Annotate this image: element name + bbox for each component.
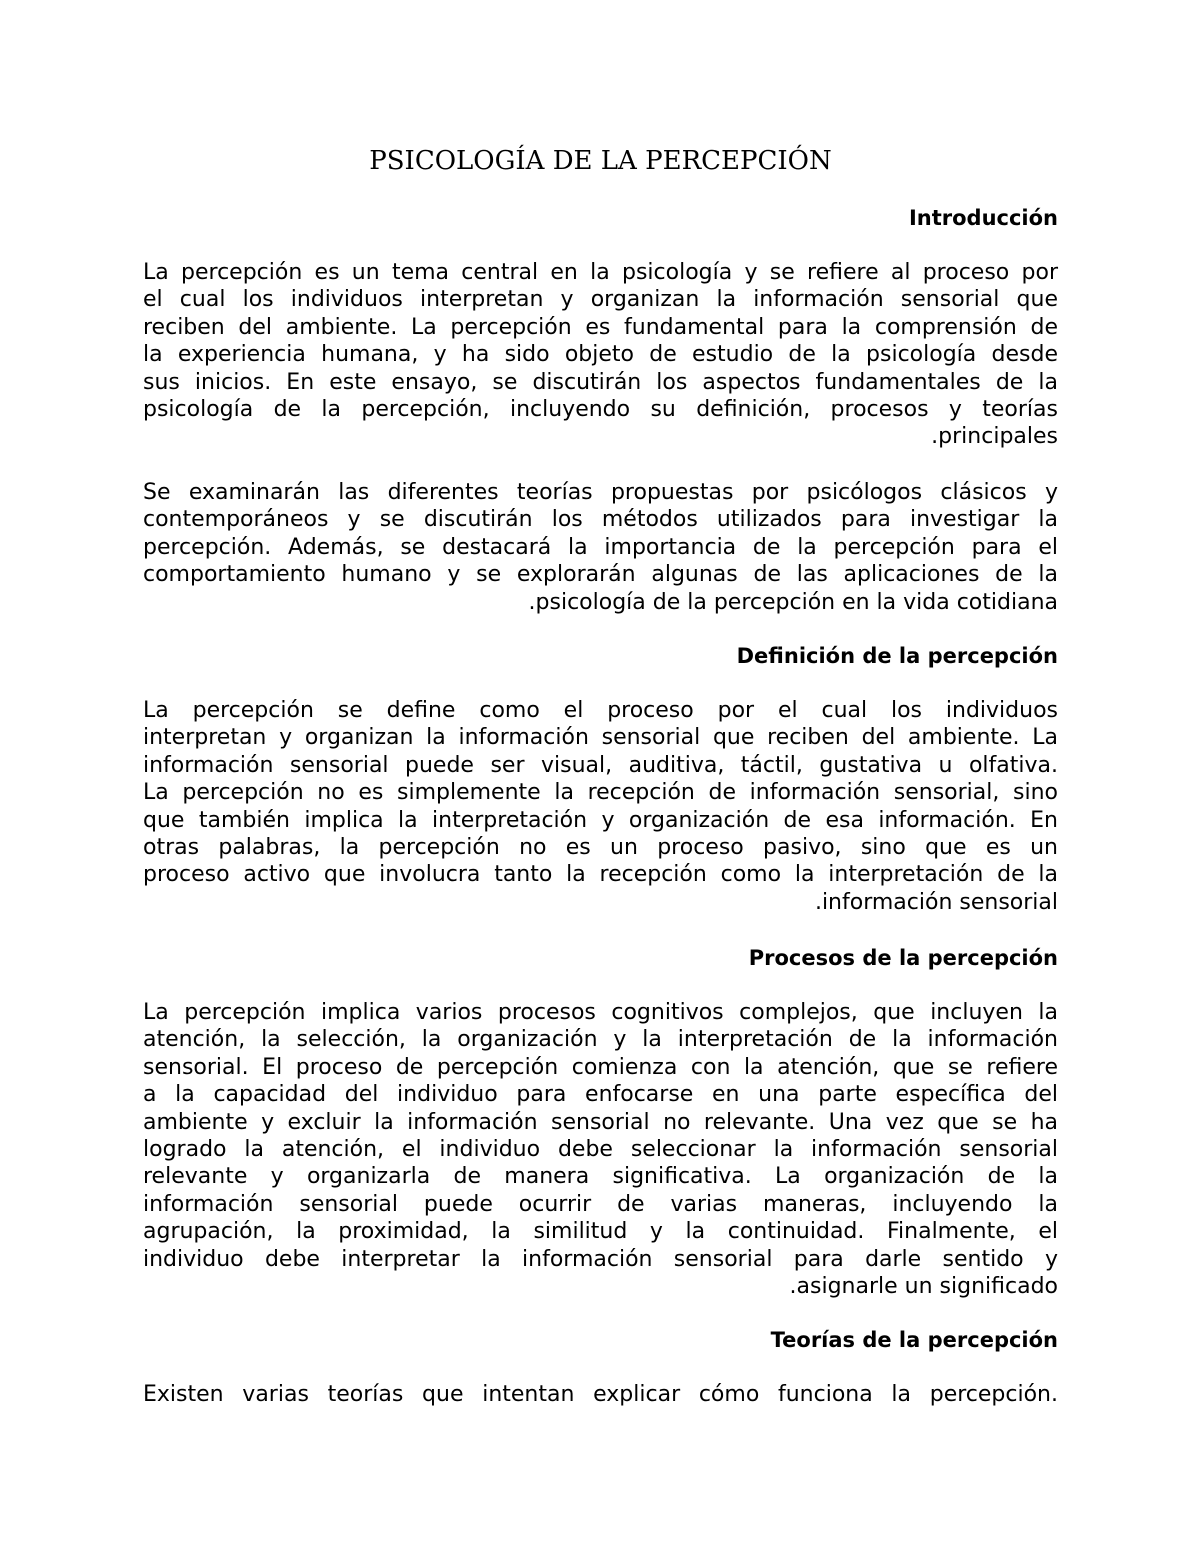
document-title: PSICOLOGÍA DE LA PERCEPCIÓN bbox=[369, 146, 832, 176]
paragraph-introduccion-2 bbox=[143, 479, 1058, 616]
text-line: .psicología de la percepción en la vida cotidiana bbox=[528, 589, 1058, 615]
text-line: contemporáneos y se discutirán los métodos utilizados para investigar la bbox=[143, 507, 1058, 533]
text-line: atención, la selección, la organización y la interpretación de la información bbox=[143, 1027, 1058, 1053]
text-line: otras palabras, la percepción no es un proceso pasivo, sino que es un bbox=[143, 834, 1058, 860]
text-line: La percepción es un tema central en la psicología y se refiere al proceso por bbox=[143, 260, 1058, 285]
paragraph-definicion-1 bbox=[143, 697, 1058, 916]
text-line: a la capacidad del individuo para enfocarse en una parte específica del bbox=[143, 1082, 1058, 1108]
text-line: interpretan y organizan la información sensorial que reciben del ambiente. La bbox=[143, 725, 1058, 751]
text-line: La percepción se define como el proceso por el cual los individuos bbox=[143, 698, 1058, 723]
text-line: .información sensorial bbox=[814, 889, 1058, 915]
text-line: Existen varias teorías que intentan explicar cómo funciona la percepción. bbox=[143, 1382, 1058, 1407]
text-line: reciben del ambiente. La percepción es fundamental para la comprensión de bbox=[143, 314, 1058, 340]
text-line: comportamiento humano y se explorarán algunas de las aplicaciones de la bbox=[143, 562, 1058, 588]
text-line: .asignarle un significado bbox=[789, 1273, 1058, 1299]
text-line: información sensorial puede ocurrir de varias maneras, incluyendo la bbox=[143, 1191, 1058, 1217]
paragraph-teorias-1 bbox=[143, 1381, 1058, 1408]
text-line: La percepción implica varios procesos cognitivos complejos, que incluyen la bbox=[143, 1000, 1058, 1025]
text-line: que también implica la interpretación y organización de esa información. En bbox=[143, 807, 1058, 833]
text-line: psicología de la percepción, incluyendo su definición, procesos y teorías bbox=[143, 396, 1058, 422]
section-heading-introduccion: Introducción bbox=[908, 206, 1058, 230]
text-line: agrupación, la proximidad, la similitud y la continuidad. Finalmente, el bbox=[143, 1219, 1058, 1245]
text-line: La percepción no es simplemente la recepción de información sensorial, sino bbox=[143, 780, 1058, 806]
text-line: individuo debe interpretar la información sensorial para darle sentido y bbox=[143, 1246, 1058, 1272]
paragraph-procesos-1 bbox=[143, 999, 1058, 1300]
text-line: sensorial. El proceso de percepción comienza con la atención, que se refiere bbox=[143, 1054, 1058, 1080]
section-heading-procesos: Procesos de la percepción bbox=[748, 946, 1058, 970]
text-line: sus inicios. En este ensayo, se discutirán los aspectos fundamentales de la bbox=[143, 369, 1058, 395]
text-line: .principales bbox=[931, 424, 1058, 450]
text-line: Se examinarán las diferentes teorías propuestas por psicólogos clásicos y bbox=[143, 480, 1058, 505]
text-line: el cual los individuos interpretan y organizan la información sensorial que bbox=[143, 287, 1058, 313]
paragraph-introduccion-1 bbox=[143, 259, 1058, 451]
text-line: relevante y organizarla de manera significativa. La organización de la bbox=[143, 1164, 1058, 1190]
text-line: ambiente y excluir la información sensorial no relevante. Una vez que se ha bbox=[143, 1109, 1058, 1135]
text-line: logrado la atención, el individuo debe seleccionar la información sensorial bbox=[143, 1136, 1058, 1162]
text-line: proceso activo que involucra tanto la recepción como la interpretación de la bbox=[143, 862, 1058, 888]
section-heading-definicion: Definición de la percepción bbox=[736, 644, 1058, 668]
section-heading-teorias: Teorías de la percepción bbox=[770, 1328, 1058, 1352]
text-line: información sensorial puede ser visual, auditiva, táctil, gustativa u olfativa. bbox=[143, 752, 1058, 778]
text-line: la experiencia humana, y ha sido objeto de estudio de la psicología desde bbox=[143, 342, 1058, 368]
text-line: percepción. Además, se destacará la importancia de la percepción para el bbox=[143, 534, 1058, 560]
